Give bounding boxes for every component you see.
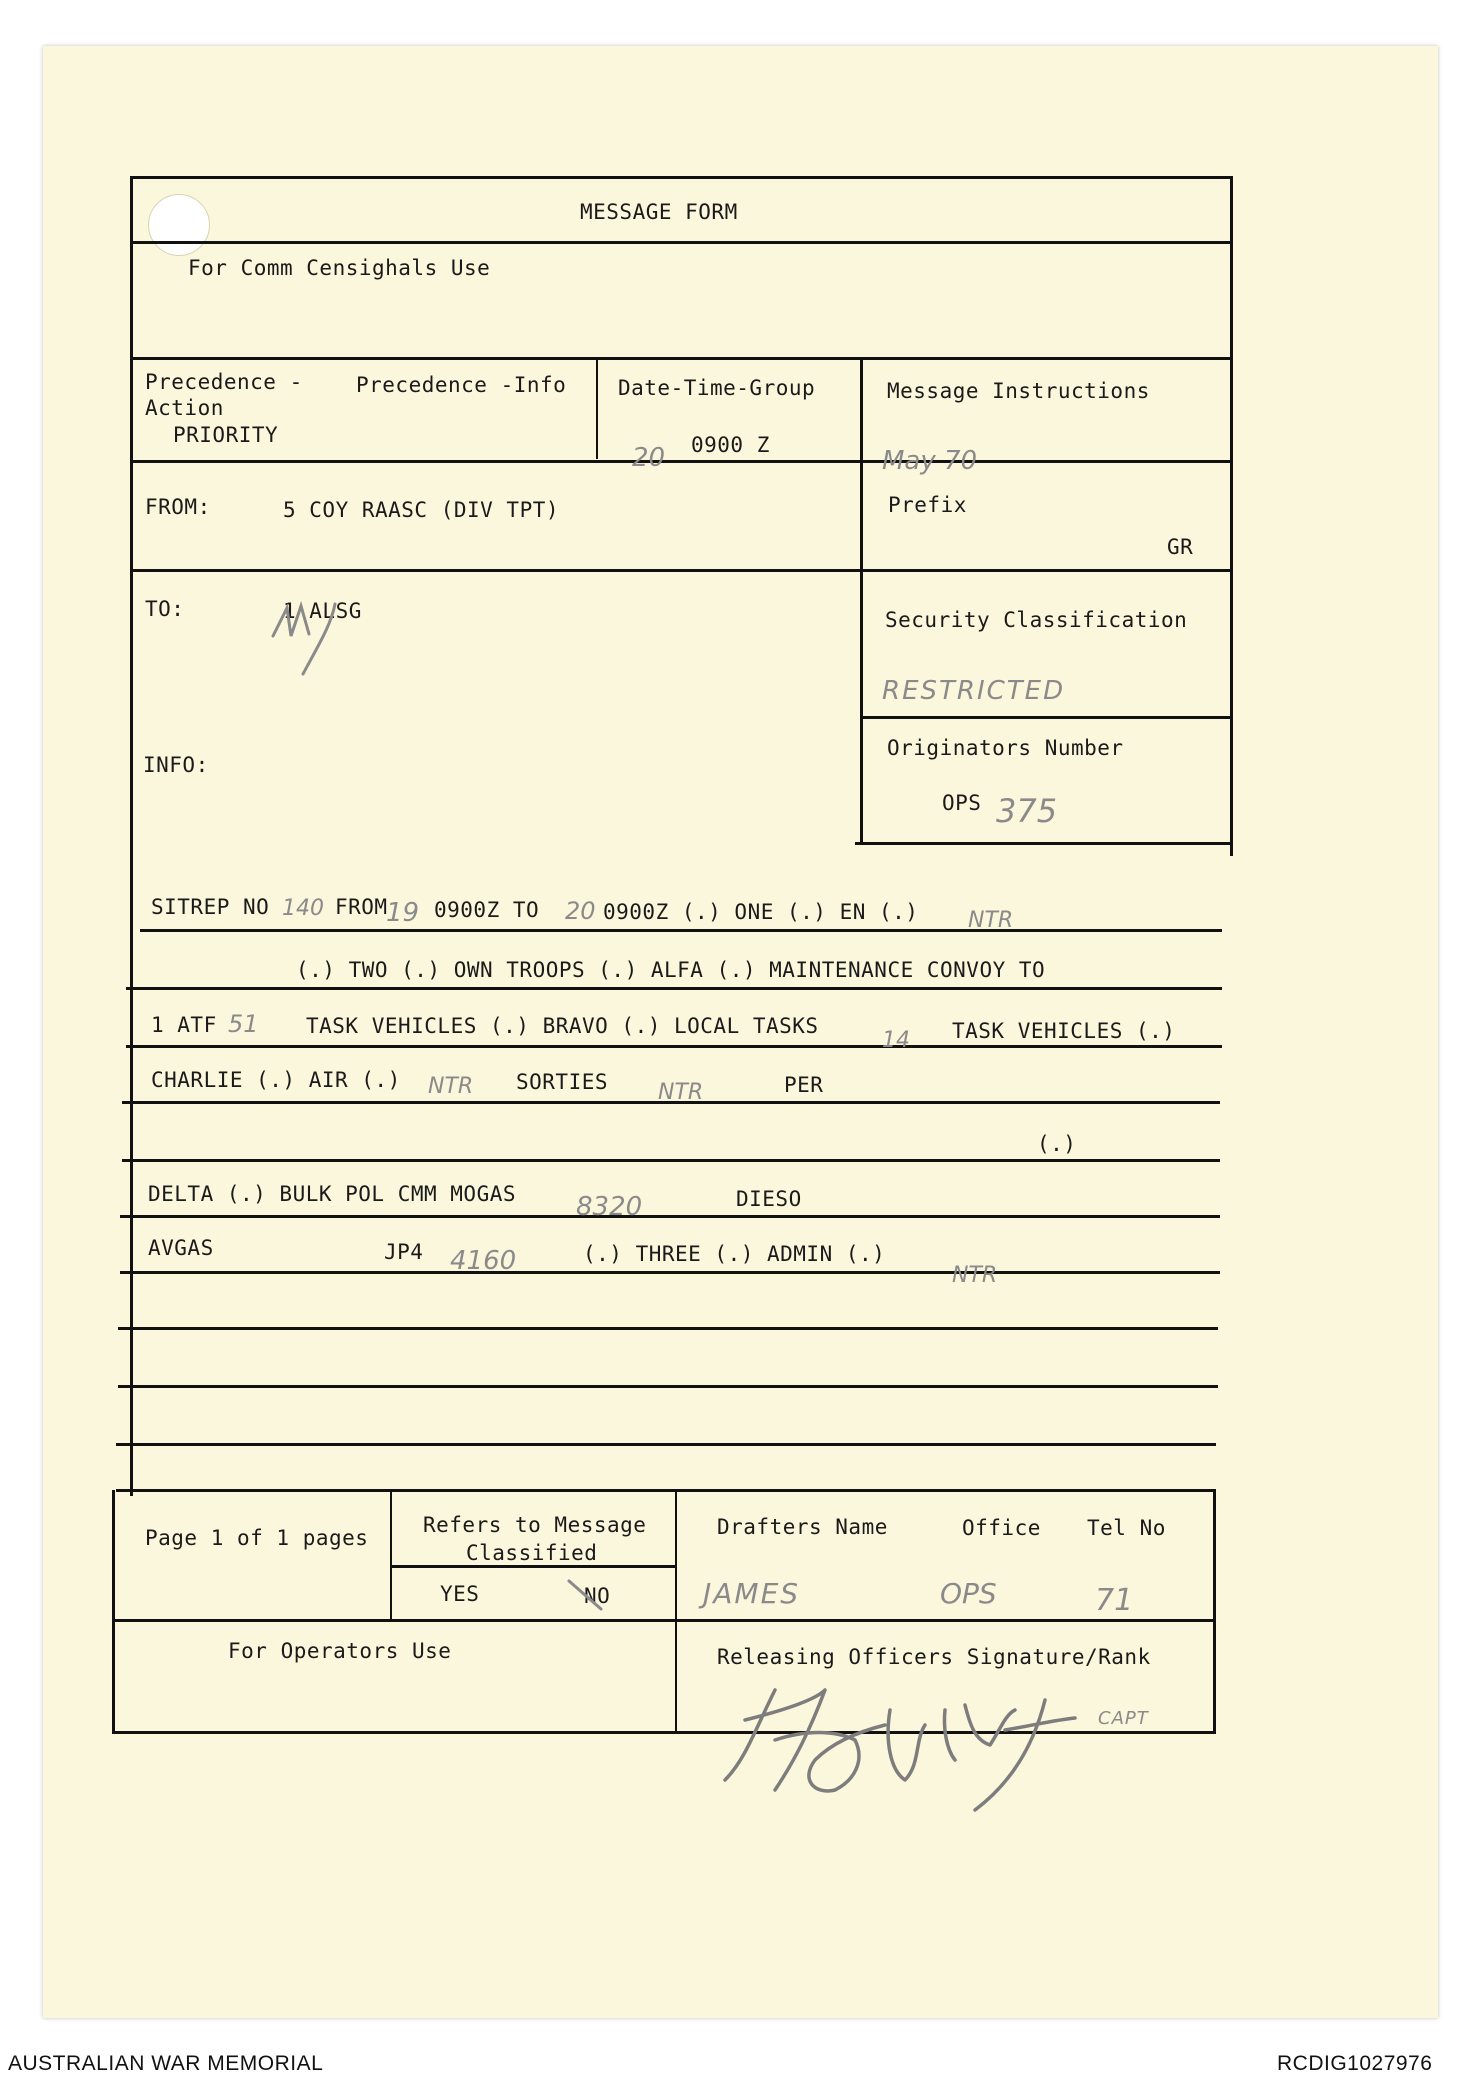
originators-divider <box>855 842 1230 845</box>
archive-footer-right: RCDIG1027976 <box>1277 2052 1433 2075</box>
form-left-border <box>130 176 133 1496</box>
refers-divider <box>675 1491 677 1734</box>
officer-signature <box>715 1670 1135 1820</box>
dtg-value: 0900 Z <box>691 433 770 457</box>
message-line-3 <box>126 1045 1222 1048</box>
form-top-border <box>130 176 1233 179</box>
to-value: 1 ALSG <box>283 599 362 623</box>
office-label: Office <box>962 1516 1041 1540</box>
message-line-2-text: (.) TWO (.) OWN TROOPS (.) ALFA (.) MAINTENANCE CONVOY TO <box>296 958 1046 982</box>
from-divider <box>130 569 1230 572</box>
operators-use-label: For Operators Use <box>228 1639 452 1663</box>
precedence-action-label: Precedence - <box>145 370 303 394</box>
page-divider <box>390 1491 392 1621</box>
message-line-11 <box>116 1489 1216 1492</box>
security-label: Security Classification <box>885 608 1188 632</box>
security-value-handwritten: RESTRICTED <box>882 676 1066 706</box>
per-label: PER <box>784 1073 824 1097</box>
originators-label: Originators Number <box>887 736 1124 760</box>
tel-no-label: Tel No <box>1087 1516 1166 1540</box>
rank-handwritten: CAPT <box>1098 1708 1149 1729</box>
message-line-9 <box>118 1385 1218 1388</box>
message-line-10 <box>116 1443 1216 1446</box>
message-line-8 <box>118 1327 1218 1330</box>
jp4-handwritten: 4160 <box>450 1246 517 1276</box>
dtg-label: Date-Time-Group <box>618 376 816 400</box>
delta-pol-label: DELTA (.) BULK POL CMM MOGAS <box>148 1182 517 1206</box>
punch-hole <box>148 194 210 256</box>
refers-label: Refers to Message <box>423 1513 647 1537</box>
precedence-divider <box>130 460 1230 463</box>
sitrep-from-label: FROM <box>335 895 388 919</box>
precedence-action-label-2: Action <box>145 396 224 420</box>
sitrep-from-day-handwritten: 19 <box>386 898 420 928</box>
charlie-air-label: CHARLIE (.) AIR (.) <box>151 1068 401 1092</box>
precedence-action-value: PRIORITY <box>173 423 279 447</box>
prefix-label: Prefix <box>888 493 967 517</box>
sitrep-number-handwritten: 140 <box>282 896 324 921</box>
releasing-officer-label: Releasing Officers Signature/Rank <box>717 1645 1151 1669</box>
one-atf-label: 1 ATF <box>151 1013 217 1037</box>
sorties-ntr-handwritten: NTR <box>658 1080 704 1105</box>
message-line-3-text: TASK VEHICLES (.) BRAVO (.) LOCAL TASKS <box>306 1014 819 1038</box>
atf-vehicles-handwritten: 51 <box>228 1010 259 1038</box>
avgas-label: AVGAS <box>148 1236 214 1260</box>
mogas-handwritten: 8320 <box>576 1192 643 1222</box>
precedence-info-label: Precedence -Info <box>356 373 567 397</box>
from-label: FROM: <box>145 495 211 519</box>
archive-footer-left: AUSTRALIAN WAR MEMORIAL <box>8 2052 324 2075</box>
sitrep-label: SITREP NO <box>151 895 270 919</box>
drafters-name-label: Drafters Name <box>717 1515 888 1539</box>
dtg-day-handwritten: 20 <box>632 443 666 473</box>
sorties-label: SORTIES <box>516 1070 609 1094</box>
footer-right-border <box>1213 1491 1216 1734</box>
to-checkmark-handwritten <box>265 596 375 681</box>
form-title: MESSAGE FORM <box>580 200 738 224</box>
comm-cen-label: For Comm Censighals Use <box>188 256 491 280</box>
info-label: INFO: <box>143 753 209 777</box>
page-count-label: Page 1 of 1 pages <box>145 1526 369 1550</box>
security-divider <box>860 716 1230 719</box>
sitrep-to-day-handwritten: 20 <box>565 897 596 925</box>
message-line-1 <box>140 929 1222 932</box>
footer-middle-divider <box>112 1619 1215 1622</box>
air-ntr-handwritten: NTR <box>428 1074 474 1099</box>
message-instructions-label: Message Instructions <box>887 379 1150 403</box>
dtg-month-handwritten: May 70 <box>882 446 978 476</box>
comm-cen-divider <box>130 357 1230 360</box>
to-label: TO: <box>145 597 185 621</box>
originators-value-handwritten: 375 <box>996 792 1058 830</box>
form-left-border-lower <box>112 1490 115 1734</box>
message-line-5-text: (.) <box>1037 1132 1077 1156</box>
enemy-ntr-handwritten: NTR <box>968 908 1014 933</box>
dtg-left-divider <box>596 357 598 459</box>
sitrep-time-to: 0900Z TO <box>434 898 540 922</box>
prefix-value: GR <box>1167 535 1194 559</box>
message-line-5 <box>122 1159 1220 1162</box>
admin-ntr-handwritten: NTR <box>952 1263 998 1288</box>
refers-label-2: Classified <box>466 1541 598 1565</box>
local-tasks-handwritten: 14 <box>882 1028 910 1053</box>
no-label: NO <box>584 1584 611 1608</box>
tel-handwritten: 71 <box>1095 1583 1134 1618</box>
dieso-label: DIESO <box>736 1187 802 1211</box>
message-line-3-end: TASK VEHICLES (.) <box>952 1019 1176 1043</box>
from-value: 5 COY RAASC (DIV TPT) <box>283 498 560 522</box>
message-line-7-text: (.) THREE (.) ADMIN (.) <box>583 1242 886 1266</box>
yes-label: YES <box>440 1582 480 1606</box>
no-strike-handwritten <box>565 1575 615 1615</box>
message-line-6 <box>120 1215 1220 1218</box>
refers-subdivider <box>392 1565 675 1568</box>
message-line-2 <box>126 987 1222 990</box>
originators-prefix: OPS <box>942 791 982 815</box>
office-handwritten: OPS <box>940 1577 997 1610</box>
sitrep-line-1-rest: 0900Z (.) ONE (.) EN (.) <box>603 900 919 924</box>
title-divider <box>130 241 1233 244</box>
message-line-7 <box>120 1271 1220 1274</box>
form-right-border <box>1230 176 1233 856</box>
instructions-left-divider <box>860 357 863 845</box>
drafter-name-handwritten: JAMES <box>703 1577 801 1610</box>
jp4-label: JP4 <box>384 1240 424 1264</box>
